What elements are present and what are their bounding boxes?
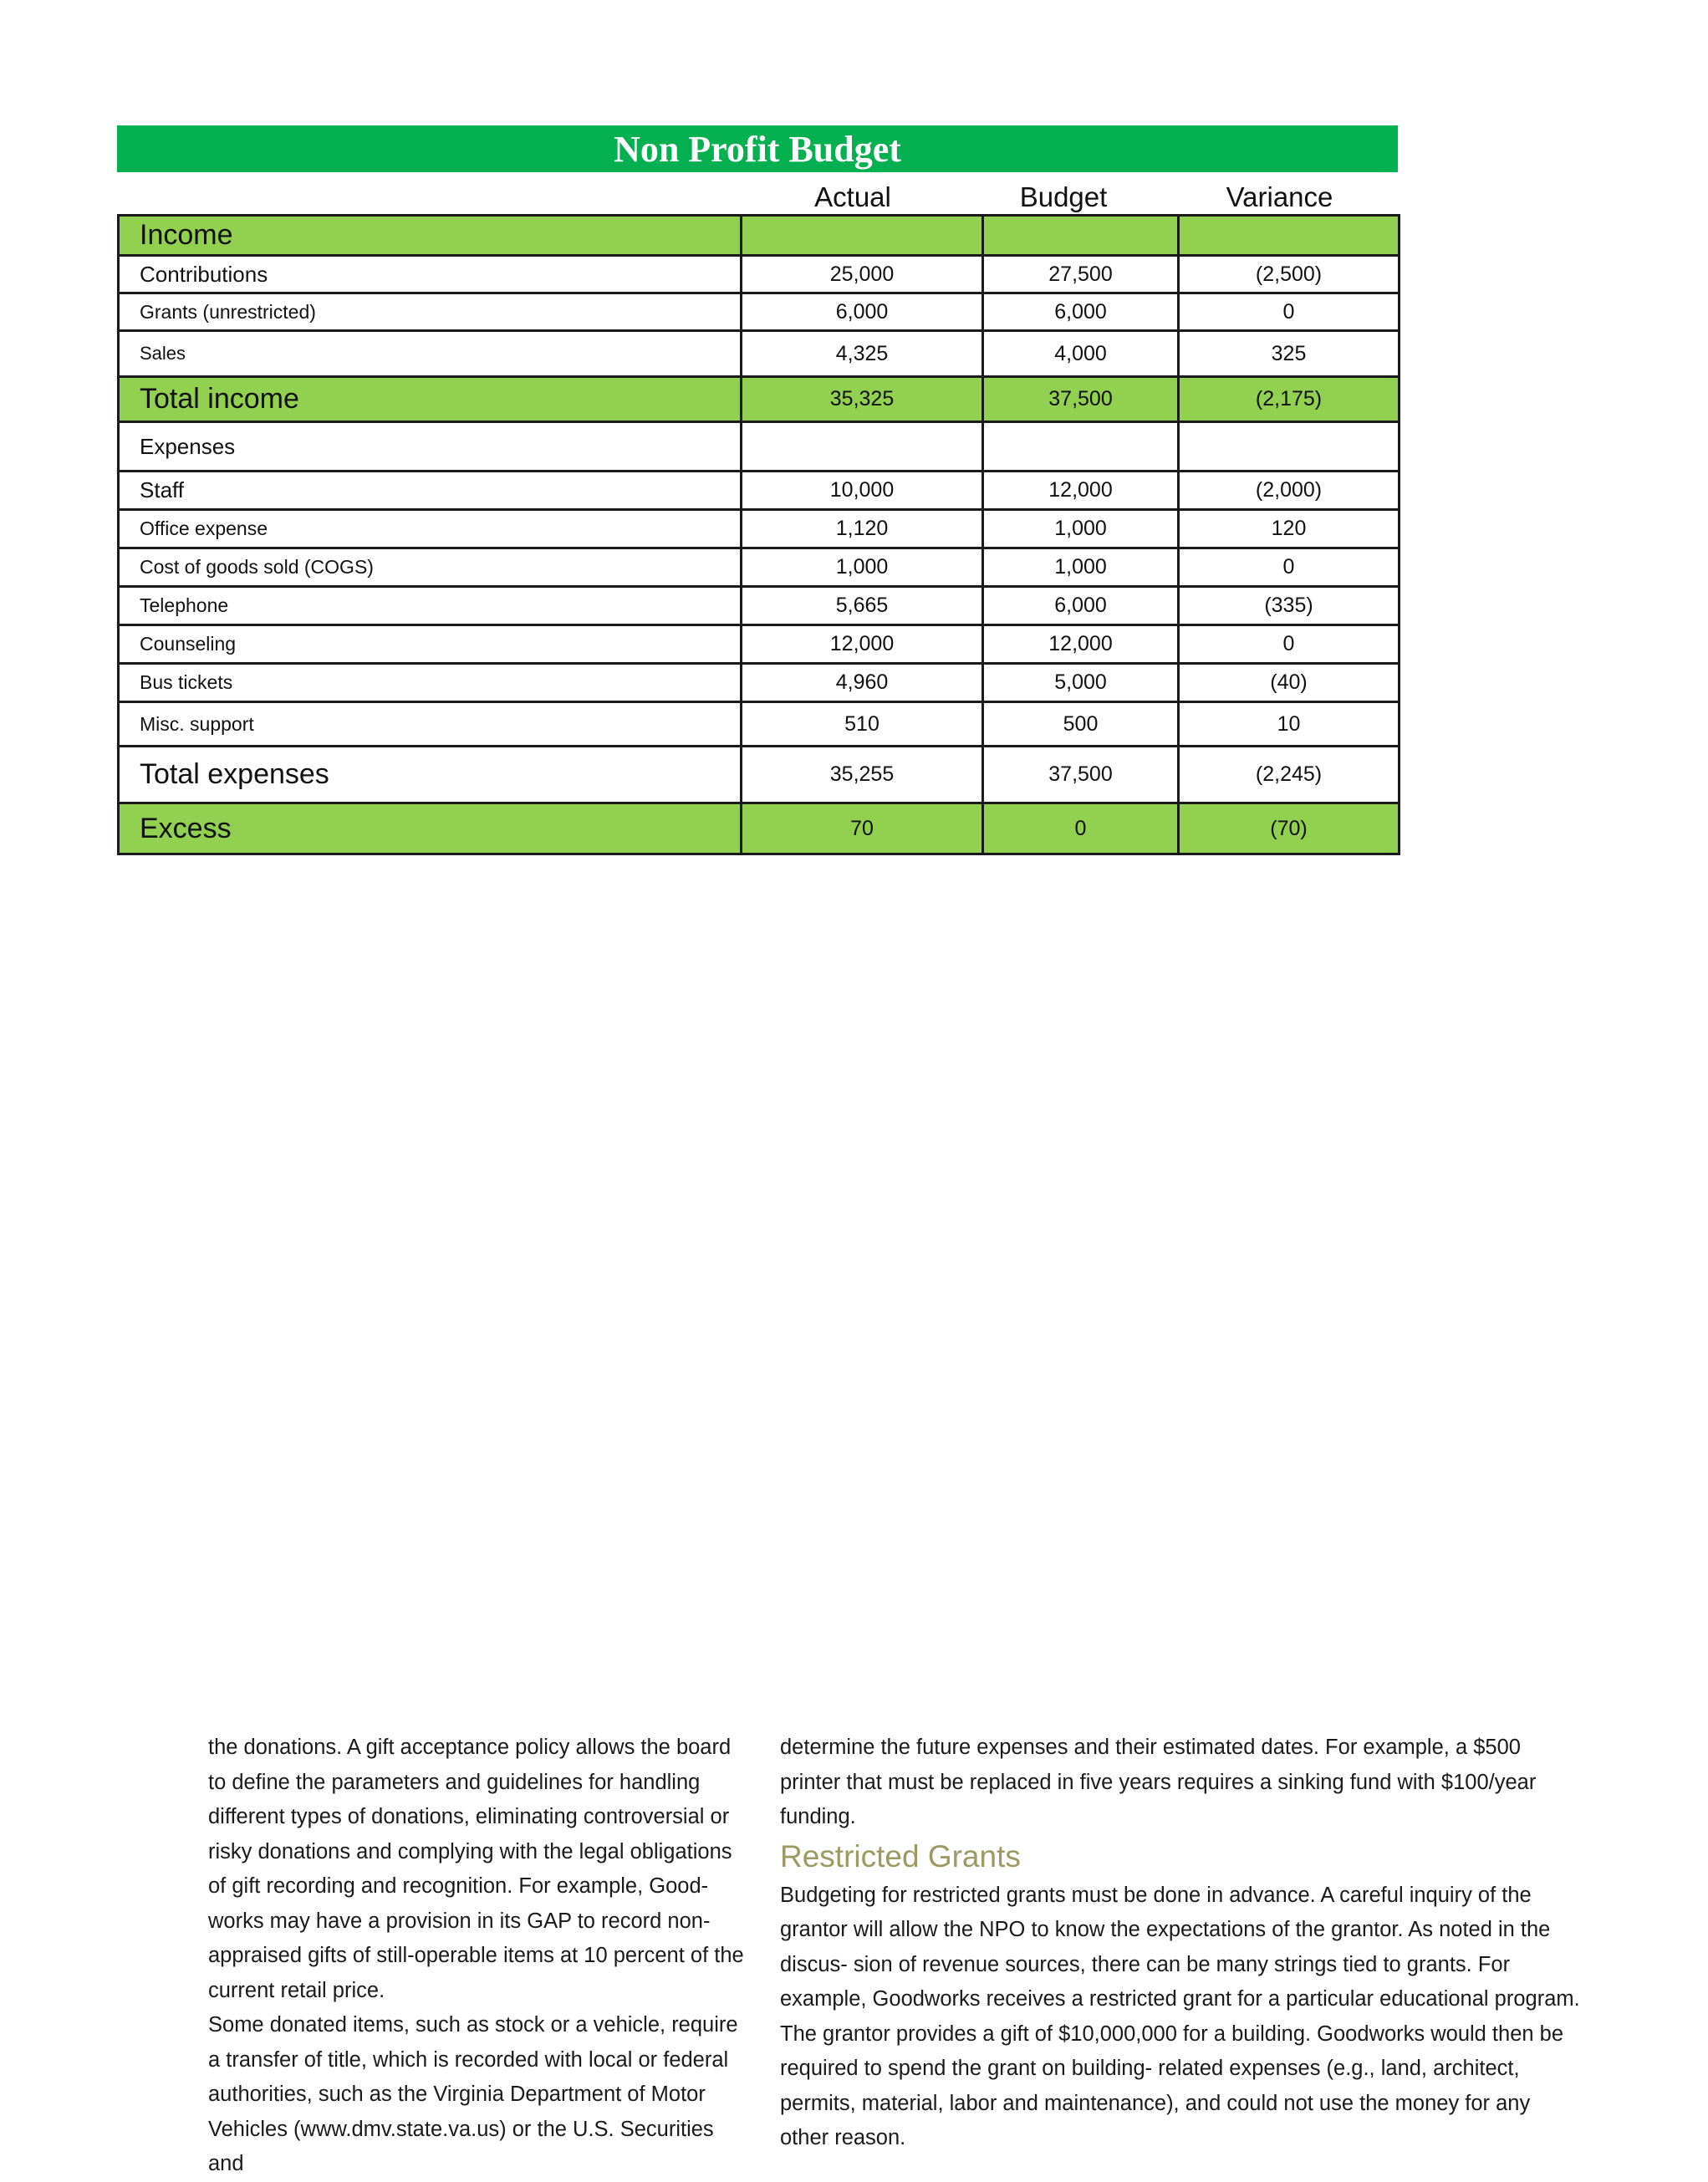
budget-cell: 1,000 [983,548,1179,587]
variance-cell: (2,500) [1179,256,1400,293]
actual-cell: 70 [742,803,983,854]
variance-cell [1179,216,1400,256]
budget-cell: 0 [983,803,1179,854]
budget-cell: 37,500 [983,747,1179,803]
row-label: Misc. support [119,702,742,747]
budget-cell [983,422,1179,472]
actual-cell: 510 [742,702,983,747]
actual-cell [742,422,983,472]
budget-cell: 12,000 [983,472,1179,510]
variance-cell: (70) [1179,803,1400,854]
budget-cell [983,216,1179,256]
row-label: Excess [119,803,742,854]
variance-cell: 0 [1179,625,1400,664]
actual-cell: 12,000 [742,625,983,664]
variance-cell: 10 [1179,702,1400,747]
actual-cell: 10,000 [742,472,983,510]
variance-cell: (2,245) [1179,747,1400,803]
budget-cell: 500 [983,702,1179,747]
actual-cell: 35,325 [742,377,983,422]
table-row [119,510,1400,548]
table-row [119,702,1400,747]
variance-cell: 0 [1179,548,1400,587]
variance-cell: 0 [1179,293,1400,331]
budget-cell: 6,000 [983,587,1179,625]
variance-cell: 325 [1179,331,1400,377]
column-header-variance: Variance [1226,181,1333,212]
row-label: Expenses [119,422,742,472]
row-label: Sales [119,331,742,377]
row-label: Bus tickets [119,664,742,702]
table-row-expenses [119,422,1400,472]
variance-cell: (40) [1179,664,1400,702]
budget-cell: 5,000 [983,664,1179,702]
row-label: Office expense [119,510,742,548]
table-row [119,472,1400,510]
budget-cell: 37,500 [983,377,1179,422]
row-label: Total income [119,377,742,422]
table-row [119,625,1400,664]
variance-cell [1179,422,1400,472]
row-label: Income [119,216,742,256]
table-row [119,256,1400,293]
actual-cell: 4,960 [742,664,983,702]
actual-cell: 25,000 [742,256,983,293]
actual-cell: 1,000 [742,548,983,587]
row-label: Counseling [119,625,742,664]
actual-cell: 6,000 [742,293,983,331]
row-label: Total expenses [119,747,742,803]
budget-cell: 12,000 [983,625,1179,664]
body-paragraph: determine the future expenses and their estimated dates. For example, a $500 printer that must be replaced in five years requires a sinking fund with $100/year funding. [780,1736,1537,1828]
table-row [119,293,1400,331]
actual-cell: 5,665 [742,587,983,625]
variance-cell: 120 [1179,510,1400,548]
section-heading: Restricted Grants [780,1838,1021,1874]
table-row [119,331,1400,377]
variance-cell: (335) [1179,587,1400,625]
actual-cell: 35,255 [742,747,983,803]
column-header-actual: Actual [814,181,891,212]
actual-cell [742,216,983,256]
body-paragraph: the donations. A gift acceptance policy allows the board to define the parameters and guidelines for handling different types of donations, eliminating controversial or risky donations and complying with the legal obligations of gift recording and recognition. For example, Good- works may have a provision in its GAP to record non- appraised gifts of still-operable items at 10 percent of the current retail price. [208,1736,744,2002]
table-row [119,664,1400,702]
row-label: Staff [119,472,742,510]
table-row [119,587,1400,625]
body-paragraph: Budgeting for restricted grants must be done in advance. A careful inquiry of the grantor will allow the NPO to know the expectations of the grantor. As noted in the discus- sion of revenue sources, there can be many strings tied to grants. For example, Goodworks receives a restricted grant for a particular educational program. The grantor provides a gift of $10,000,000 for a building. Goodworks would then be required to spend the grant on building- related expenses (e.g., land, architect, permits, material, labor and maintenance), and could not use the money for any other reason. [780,1883,1580,2149]
budget-cell: 6,000 [983,293,1179,331]
table-title: Non Profit Budget [117,125,1398,172]
budget-table [117,214,1400,855]
table-row-total-income [119,377,1400,422]
budget-cell: 4,000 [983,331,1179,377]
actual-cell: 4,325 [742,331,983,377]
table-row [119,548,1400,587]
budget-cell: 1,000 [983,510,1179,548]
row-label: Telephone [119,587,742,625]
left-text-column [208,1731,752,2182]
row-label: Contributions [119,256,742,293]
row-label: Grants (unrestricted) [119,293,742,331]
budget-cell: 27,500 [983,256,1179,293]
body-paragraph: Some donated items, such as stock or a vehicle, require a transfer of title, which is recorded with local or federal authorities, such as the Virginia Department of Motor Vehicles (www.dmv.state.va.us) or the U.S. Securities and [208,2013,738,2175]
variance-cell: (2,175) [1179,377,1400,422]
table-row-income [119,216,1400,256]
column-header-budget: Budget [1019,181,1108,212]
actual-cell: 1,120 [742,510,983,548]
right-text-column [780,1731,1584,2156]
table-row-total-expenses [119,747,1400,803]
table-row-excess [119,803,1400,854]
row-label: Cost of goods sold (COGS) [119,548,742,587]
variance-cell: (2,000) [1179,472,1400,510]
